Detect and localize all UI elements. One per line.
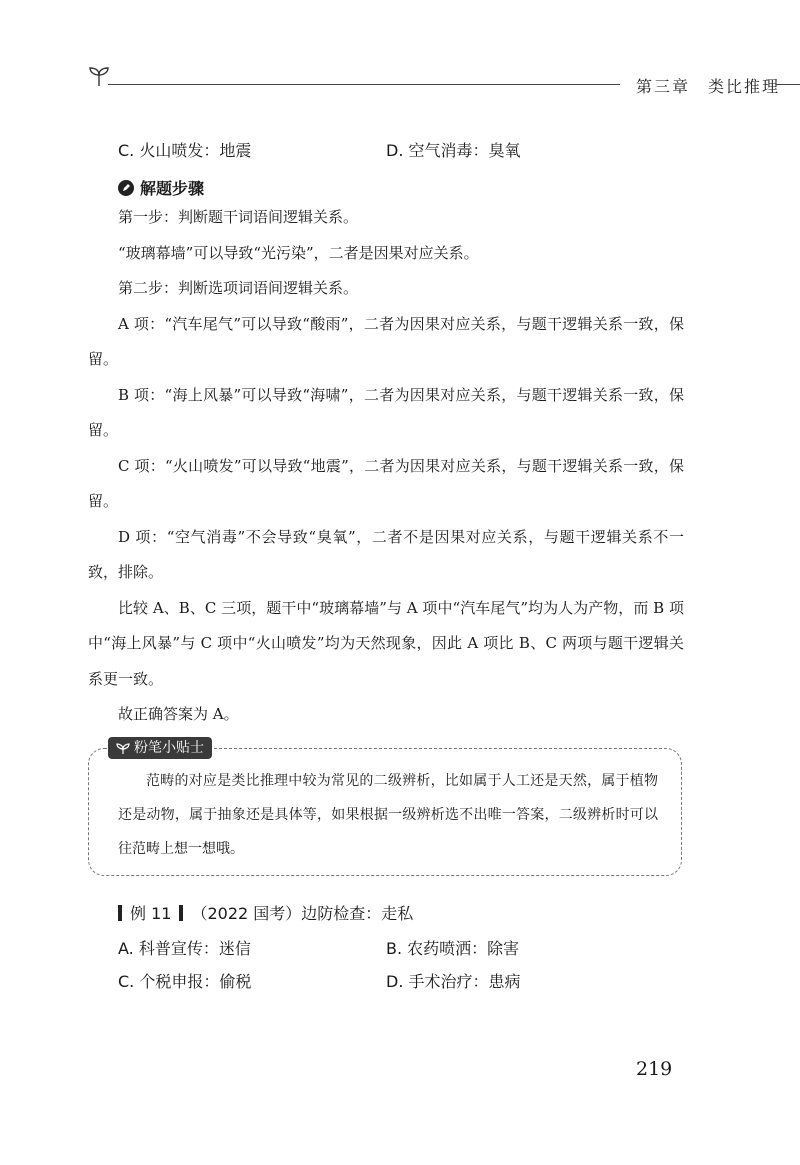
header-rule-right: [776, 84, 800, 85]
sprout-icon: [88, 62, 110, 88]
solution-text: [88, 200, 684, 733]
tip-label: [108, 737, 212, 759]
section-heading: [118, 176, 204, 199]
solution-option-d: D 项：“空气消毒”不会导致“臭氧”，二者不是因果对应关系，与题干逻辑关系不一致，排除。: [88, 527, 684, 581]
solution-option-a: A 项：“汽车尾气”可以导致“酸雨”，二者为因果对应关系，与题干逻辑关系一致，保留。: [88, 314, 684, 368]
chapter-title: 第三章 类比推理: [636, 77, 781, 96]
section-title: 解题步骤: [140, 179, 205, 198]
solution-option-c: C 项：“火山喷发”可以导致“地震”，二者为因果对应关系，与题干逻辑关系一致，保留。: [88, 456, 684, 510]
example-option-b: B. 农药喷洒：除害: [386, 939, 520, 958]
sprout-icon: [116, 741, 130, 755]
bracket-left-icon: [118, 905, 122, 921]
option-c-prev: C. 火山喷发：地震: [118, 141, 252, 160]
header-rule-left: [108, 84, 620, 85]
example-question: （2022 国考）边防检查：走私: [191, 904, 414, 923]
solution-step-2: 第二步：判断选项词语间逻辑关系。: [118, 279, 359, 297]
solution-comparison: 比较 A、B、C 三项，题干中“玻璃幕墙”与 A 项中“汽车尾气”均为人为产物，而 B 项中“海上风暴”与 C 项中“火山喷发”均为天然现象，因此 A 项比 B、C 两项与题干逻辑关系更一致。: [88, 598, 684, 688]
solution-step-1-detail: “玻璃幕墙”可以导致“光污染”，二者是因果对应关系。: [118, 243, 479, 262]
solution-answer: 故正确答案为 A。: [118, 705, 239, 723]
example-label: 例 11: [130, 904, 172, 923]
page-number: 219: [636, 1058, 673, 1080]
option-d-prev: D. 空气消毒：臭氧: [386, 141, 521, 160]
example-heading: [118, 901, 413, 924]
tip-text: [118, 764, 658, 866]
solution-option-b: B 项：“海上风暴”可以导致“海啸”，二者为因果对应关系，与题干逻辑关系一致，保留。: [88, 385, 684, 439]
page-header: [88, 62, 781, 96]
example-option-a: A. 科普宣传：迷信: [118, 939, 251, 958]
example-option-d: D. 手术治疗：患病: [386, 972, 521, 991]
pencil-icon: [118, 180, 134, 196]
tip-label-text: 粉笔小贴士: [134, 740, 204, 756]
tip-paragraph: 范畴的对应是类比推理中较为常见的二级辨析，比如属于人工还是天然，属于植物还是动物，属于抽象还是具体等，如果根据一级辨析选不出唯一答案，二级辨析时可以往范畴上想一想哦。: [118, 773, 658, 857]
example-option-c: C. 个税申报：偷税: [118, 972, 252, 991]
solution-step-1: 第一步：判断题干词语间逻辑关系。: [118, 208, 359, 226]
bracket-right-icon: [179, 905, 183, 921]
